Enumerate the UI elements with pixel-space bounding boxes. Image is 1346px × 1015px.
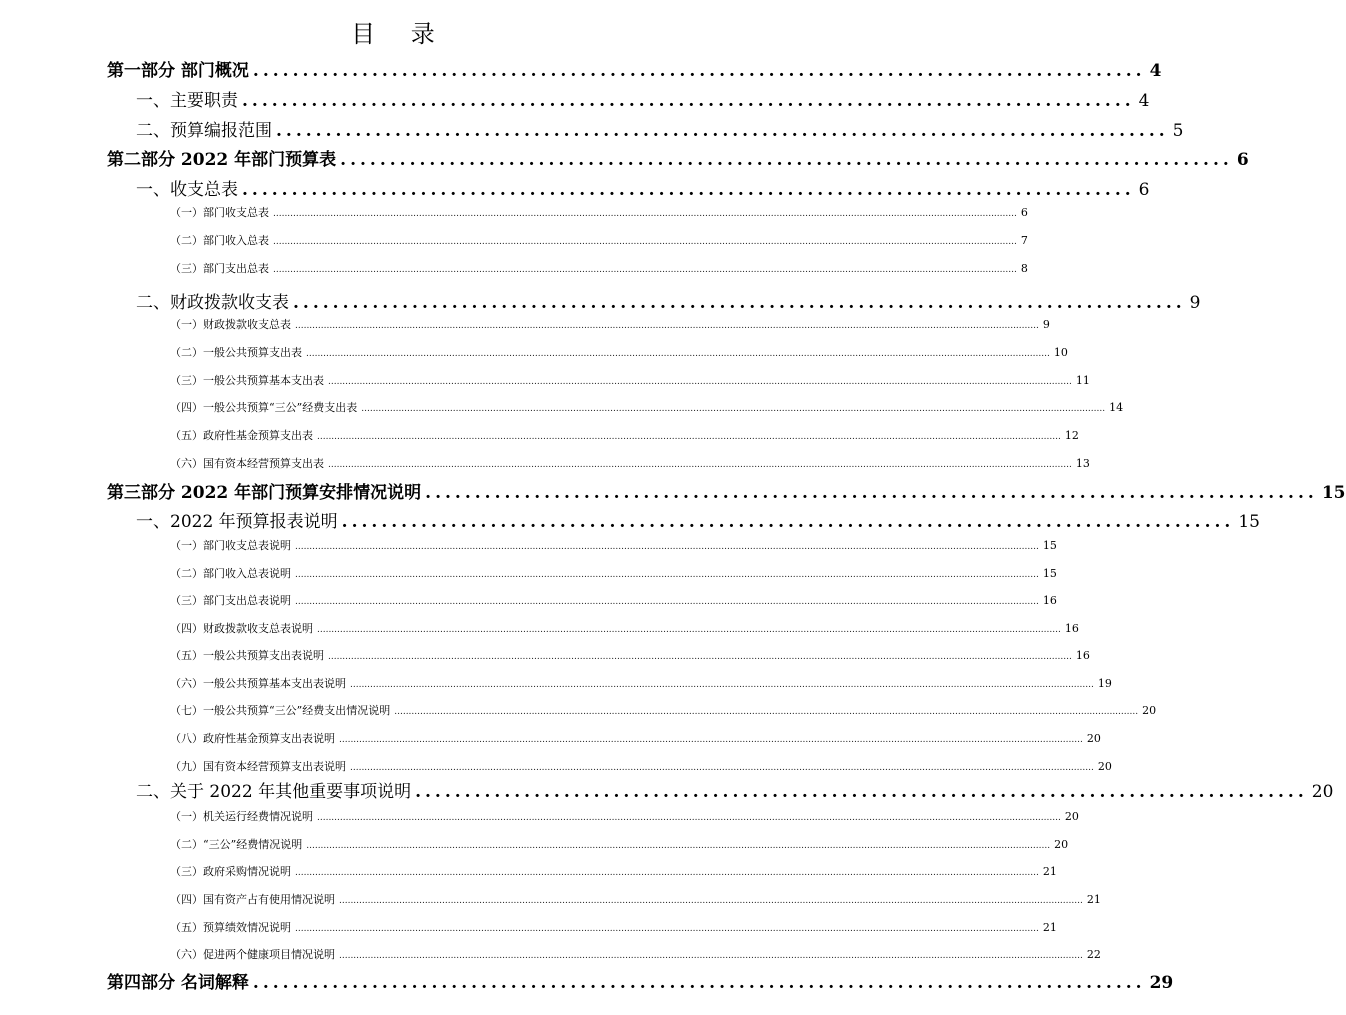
toc-entry[interactable] <box>170 863 1057 878</box>
toc-entry-label: （九）国有资本经营预算支出表说明 <box>170 760 346 773</box>
dot-leader: .......................................................................................... <box>242 180 1135 200</box>
toc-entry[interactable] <box>136 116 1184 141</box>
toc-entry-page-number: 20 <box>1064 810 1079 823</box>
toc-entry[interactable] <box>136 175 1150 200</box>
toc-entry-page-number: 20 <box>1097 760 1112 773</box>
dot-leader: .......................................................................................... <box>276 121 1169 141</box>
toc-entry-page-number: 5 <box>1172 121 1184 141</box>
dot-leader: .................................................................................................................................................................................................................................................................... <box>295 868 1039 878</box>
toc-entry-label: （八）政府性基金预算支出表说明 <box>170 732 335 745</box>
toc-entry-page-number: 16 <box>1064 622 1079 635</box>
toc-entry-page-number: 6 <box>1020 206 1028 219</box>
toc-entry[interactable] <box>136 507 1260 532</box>
toc-entry-label: 一、主要职责 <box>136 91 238 111</box>
toc-entry-page-number: 21 <box>1086 893 1101 906</box>
toc-entry[interactable] <box>107 478 1346 503</box>
toc-entry[interactable] <box>170 647 1090 662</box>
toc-entry-label: 第二部分 2022 年部门预算表 <box>107 150 337 170</box>
toc-entry[interactable] <box>170 455 1090 470</box>
toc-entry[interactable] <box>170 620 1079 635</box>
toc-entry-page-number: 11 <box>1075 374 1090 387</box>
toc-entry[interactable] <box>170 919 1057 934</box>
toc-entry-label: 第一部分 部门概况 <box>107 61 249 81</box>
toc-entry-page-number: 9 <box>1189 293 1201 313</box>
dot-leader: .......................................................................................... <box>340 150 1233 170</box>
toc-entry-page-number: 21 <box>1042 921 1057 934</box>
toc-entry[interactable] <box>170 565 1057 580</box>
toc-entry-page-number: 8 <box>1020 262 1028 275</box>
toc-entry-label: （三）一般公共预算基本支出表 <box>170 374 324 387</box>
toc-entry-label: （三）部门支出总表 <box>170 262 269 275</box>
toc-entry-label: 二、财政拨款收支表 <box>136 293 289 313</box>
toc-entry-page-number: 21 <box>1042 865 1057 878</box>
toc-entry-page-number: 20 <box>1311 782 1334 802</box>
toc-entry-page-number: 15 <box>1238 512 1260 532</box>
dot-leader: .................................................................................................................................................................................................................................................................... <box>350 680 1094 690</box>
toc-entry[interactable] <box>107 145 1249 170</box>
toc-entry[interactable] <box>136 288 1201 313</box>
toc-entry[interactable] <box>170 758 1112 773</box>
toc-entry[interactable] <box>170 537 1057 552</box>
toc-entry[interactable] <box>170 675 1112 690</box>
dot-leader: .......................................................................................... <box>252 61 1146 81</box>
dot-leader: .................................................................................................................................................................................................................................................................... <box>361 404 1106 414</box>
toc-entry-label: 第三部分 2022 年部门预算安排情况说明 <box>107 483 422 503</box>
toc-entry-label: （一）机关运行经费情况说明 <box>170 810 313 823</box>
toc-entry-label: （五）预算绩效情况说明 <box>170 921 291 934</box>
toc-entry-page-number: 15 <box>1042 539 1057 552</box>
toc-entry[interactable] <box>170 260 1028 275</box>
dot-leader: .................................................................................................................................................................................................................................................................... <box>328 652 1072 662</box>
dot-leader: .................................................................................................................................................................................................................................................................... <box>306 349 1050 359</box>
dot-leader: .................................................................................................................................................................................................................................................................... <box>295 597 1039 607</box>
toc-entry[interactable] <box>170 399 1124 414</box>
toc-entry-label: （一）部门收支总表说明 <box>170 539 291 552</box>
toc-entry-page-number: 20 <box>1142 704 1157 717</box>
toc-entry[interactable] <box>170 316 1050 331</box>
toc-entry-page-number: 16 <box>1075 649 1090 662</box>
toc-entry-label: （三）部门支出总表说明 <box>170 594 291 607</box>
toc-entry-page-number: 6 <box>1236 150 1249 170</box>
dot-leader: .................................................................................................................................................................................................................................................................... <box>273 265 1017 275</box>
dot-leader: .......................................................................................... <box>252 973 1146 993</box>
toc-entry-page-number: 4 <box>1149 61 1162 81</box>
dot-leader: .......................................................................................... <box>242 91 1135 111</box>
toc-entry-page-number: 22 <box>1086 948 1101 961</box>
toc-entry-page-number: 6 <box>1138 180 1150 200</box>
toc-entry-page-number: 10 <box>1053 346 1068 359</box>
toc-entry[interactable] <box>170 808 1079 823</box>
toc-entry-label: （二）部门收入总表 <box>170 234 269 247</box>
page-title: 目 录 <box>351 20 449 48</box>
toc-entry-page-number: 20 <box>1054 838 1069 851</box>
dot-leader: .................................................................................................................................................................................................................................................................... <box>317 432 1061 442</box>
toc-entry-label: （六）一般公共预算基本支出表说明 <box>170 677 346 690</box>
dot-leader: .................................................................................................................................................................................................................................................................... <box>273 237 1017 247</box>
dot-leader: .................................................................................................................................................................................................................................................................... <box>328 377 1072 387</box>
toc-entry-label: （五）一般公共预算支出表说明 <box>170 649 324 662</box>
toc-entry-label: （二）一般公共预算支出表 <box>170 346 302 359</box>
dot-leader: .................................................................................................................................................................................................................................................................... <box>339 896 1083 906</box>
toc-entry-page-number: 29 <box>1149 973 1174 993</box>
toc-entry-label: （六）国有资本经营预算支出表 <box>170 457 324 470</box>
toc-entry-page-number: 15 <box>1042 567 1057 580</box>
toc-entry-label: （五）政府性基金预算支出表 <box>170 429 313 442</box>
toc-entry-label: 二、关于 2022 年其他重要事项说明 <box>136 782 412 802</box>
toc-entry-page-number: 12 <box>1064 429 1079 442</box>
toc-entry[interactable] <box>170 592 1057 607</box>
toc-entry-page-number: 13 <box>1075 457 1090 470</box>
toc-entry-label: （四）一般公共预算“三公”经费支出表 <box>170 401 358 414</box>
dot-leader: .................................................................................................................................................................................................................................................................... <box>295 321 1039 331</box>
toc-entry[interactable] <box>170 427 1079 442</box>
toc-entry-label: （二）部门收入总表说明 <box>170 567 291 580</box>
dot-leader: .......................................................................................... <box>415 782 1308 802</box>
toc-entry-label: 一、收支总表 <box>136 180 238 200</box>
toc-entry[interactable] <box>170 372 1090 387</box>
toc-entry[interactable] <box>136 86 1150 111</box>
toc-entry-label: （四）财政拨款收支总表说明 <box>170 622 313 635</box>
dot-leader: .................................................................................................................................................................................................................................................................... <box>295 570 1039 580</box>
toc-entry-page-number: 9 <box>1042 318 1050 331</box>
toc-entry-label: （一）部门收支总表 <box>170 206 269 219</box>
toc-entry-page-number: 4 <box>1138 91 1150 111</box>
toc-entry-page-number: 14 <box>1109 401 1124 414</box>
toc-entry[interactable] <box>136 777 1334 802</box>
dot-leader: .......................................................................................... <box>341 512 1235 532</box>
toc-entry[interactable] <box>170 836 1069 851</box>
toc-entry[interactable] <box>170 204 1028 219</box>
dot-leader: .................................................................................................................................................................................................................................................................... <box>295 542 1039 552</box>
dot-leader: .................................................................................................................................................................................................................................................................... <box>339 735 1083 745</box>
dot-leader: .................................................................................................................................................................................................................................................................... <box>295 924 1039 934</box>
dot-leader: .................................................................................................................................................................................................................................................................... <box>339 951 1083 961</box>
dot-leader: .................................................................................................................................................................................................................................................................... <box>317 813 1061 823</box>
toc-entry-page-number: 15 <box>1321 483 1346 503</box>
toc-entry[interactable] <box>170 344 1068 359</box>
toc-entry-label: （六）促进两个健康项目情况说明 <box>170 948 335 961</box>
toc-entry-label: （三）政府采购情况说明 <box>170 865 291 878</box>
toc-entry[interactable] <box>107 56 1162 81</box>
toc-entry-label: 二、预算编报范围 <box>136 121 272 141</box>
toc-entry-label: （四）国有资产占有使用情况说明 <box>170 893 335 906</box>
toc-entry-page-number: 16 <box>1042 594 1057 607</box>
toc-entry-label: （二）“三公”经费情况说明 <box>170 838 303 851</box>
dot-leader: .................................................................................................................................................................................................................................................................... <box>328 460 1072 470</box>
dot-leader: .................................................................................................................................................................................................................................................................... <box>350 763 1094 773</box>
toc-entry[interactable] <box>170 891 1101 906</box>
toc-entry[interactable] <box>107 968 1174 993</box>
dot-leader: .......................................................................................... <box>293 293 1186 313</box>
dot-leader: .................................................................................................................................................................................................................................................................... <box>317 625 1061 635</box>
dot-leader: .......................................................................................... <box>425 483 1318 503</box>
toc-entry[interactable] <box>170 730 1101 745</box>
toc-entry-label: （七）一般公共预算“三公”经费支出情况说明 <box>170 704 391 717</box>
toc-entry[interactable] <box>170 946 1101 961</box>
toc-entry-page-number: 7 <box>1020 234 1028 247</box>
toc-entry-label: （一）财政拨款收支总表 <box>170 318 291 331</box>
dot-leader: .................................................................................................................................................................................................................................................................... <box>306 841 1051 851</box>
toc-entry[interactable] <box>170 702 1157 717</box>
toc-entry[interactable] <box>170 232 1028 247</box>
toc-entry-page-number: 20 <box>1086 732 1101 745</box>
toc-entry-label: 第四部分 名词解释 <box>107 973 249 993</box>
dot-leader: .................................................................................................................................................................................................................................................................... <box>394 707 1139 717</box>
toc-entry-page-number: 19 <box>1097 677 1112 690</box>
toc-entry-label: 一、2022 年预算报表说明 <box>136 512 338 532</box>
dot-leader: .................................................................................................................................................................................................................................................................... <box>273 209 1017 219</box>
